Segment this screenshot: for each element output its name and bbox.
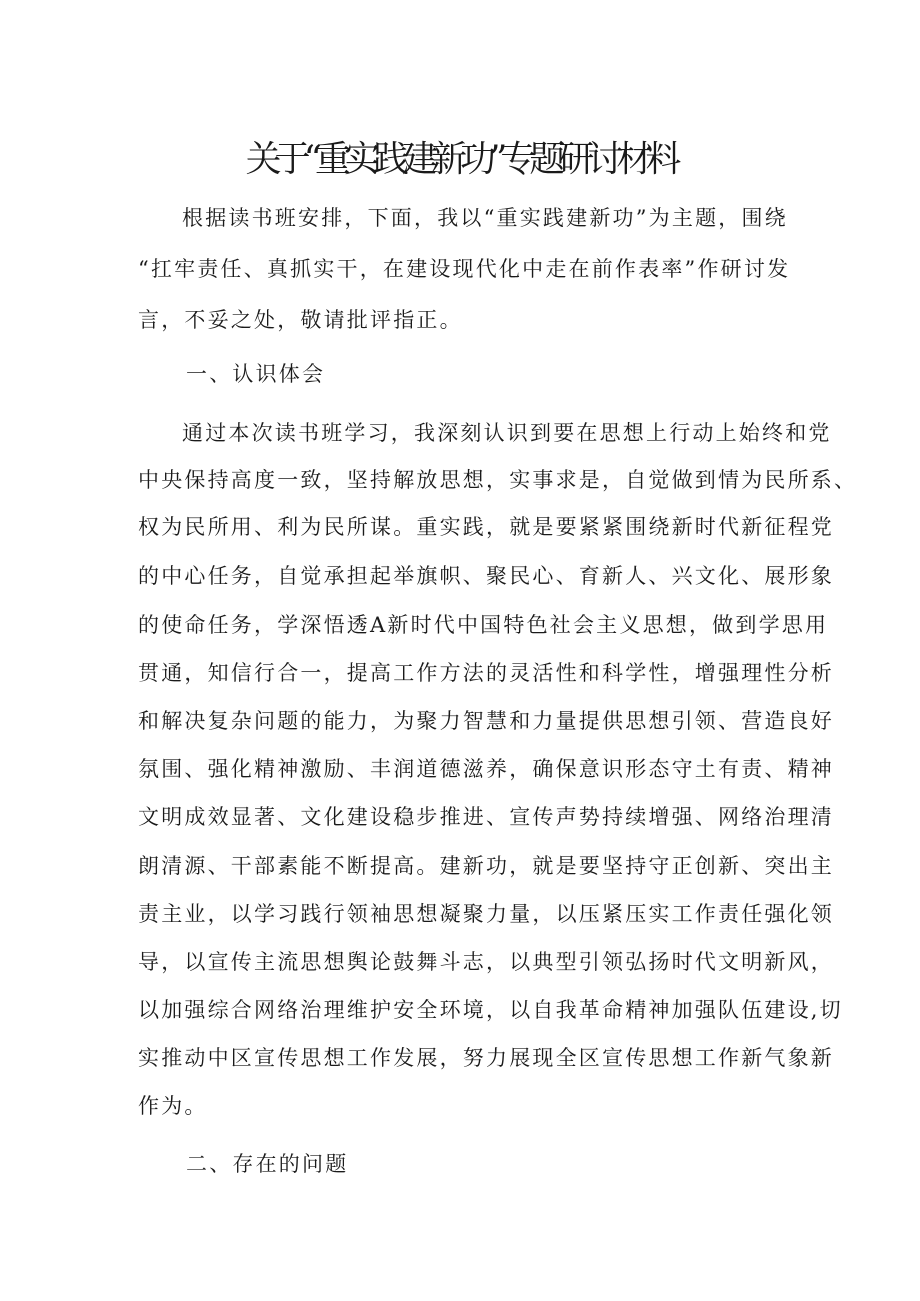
- body-line: 责主业，以学习践行领袖思想凝聚力量，以压紧压实工作责任强化领: [138, 902, 834, 926]
- section-heading-2: 二、存在的问题: [186, 1152, 349, 1176]
- body-line: 和解决复杂问题的能力，为聚力智慧和力量提供思想引领、营造良好: [138, 709, 834, 733]
- body-line: 导，以宣传主流思想舆论鼓舞斗志，以典型引领弘扬时代文明新风，: [138, 950, 834, 974]
- section-heading-1: 一、认识体会: [186, 362, 326, 386]
- body-line: 实推动中区宣传思想工作发展，努力展现全区宣传思想工作新气象新: [138, 1046, 834, 1070]
- body-line: 文明成效显著、文化建设稳步推进、宣传声势持续增强、网络治理清: [138, 805, 834, 829]
- body-line: 作为。: [138, 1094, 208, 1118]
- body-line: 的中心任务，自觉承担起举旗帜、聚民心、育新人、兴文化、展形象: [138, 564, 834, 588]
- intro-line: 根据读书班安排，下面，我以“重实践建新功”为主题，围绕: [182, 206, 788, 230]
- body-line: 氛围、强化精神激励、丰润道德滋养，确保意识形态守土有责、精神: [138, 757, 834, 781]
- intro-line: 言，不妥之处，敬请批评指正。: [138, 308, 463, 332]
- body-line: 贯通，知信行合一，提高工作方法的灵活性和科学性，增强理性分析: [138, 661, 834, 685]
- body-line: 中央保持高度一致，坚持解放思想，实事求是，自觉做到情为民所系、: [138, 468, 858, 492]
- body-line: 以加强综合网络治理维护安全环境，以自我革命精神加强队伍建设,切: [138, 998, 843, 1022]
- body-line: 权为民所用、利为民所谋。重实践，就是要紧紧围绕新时代新征程党: [138, 515, 834, 539]
- body-line: 通过本次读书班学习，我深刻认识到要在思想上行动上始终和党: [182, 421, 832, 445]
- body-line: 的使命任务，学深悟透A新时代中国特色社会主义思想，做到学思用: [138, 613, 829, 637]
- intro-line: “扛牢责任、真抓实干，在建设现代化中走在前作表率”作研讨发: [138, 257, 791, 281]
- body-line: 朗清源、干部素能不断提高。建新功，就是要坚持守正创新、突出主: [138, 854, 834, 878]
- document-title: 关于“重实践建新功”专题研讨材料: [245, 139, 675, 180]
